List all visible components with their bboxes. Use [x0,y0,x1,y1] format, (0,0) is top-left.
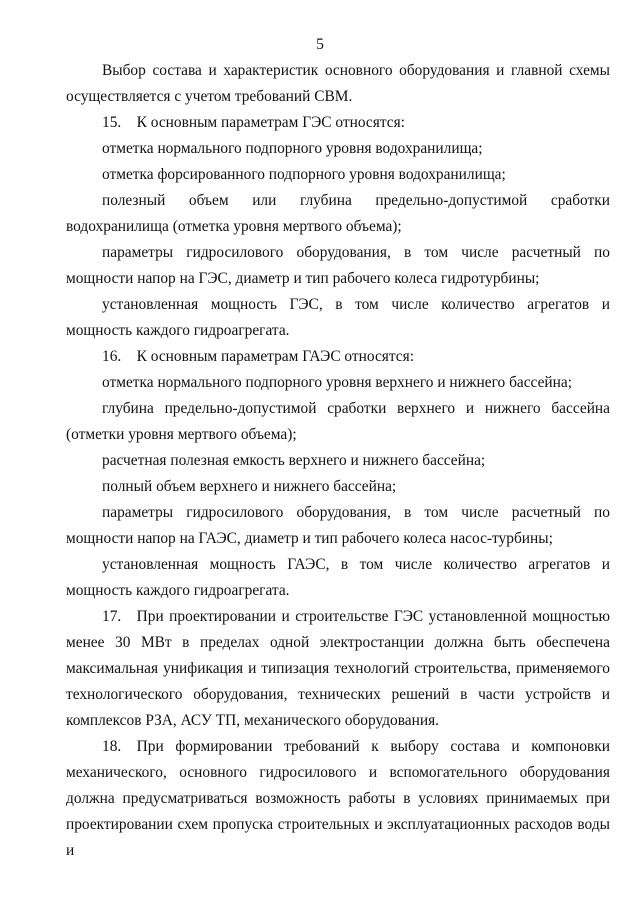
list-item-pump-turbine-params: параметры гидросилового оборудования, в том числе расчетный по мощности напор на ГАЭС, диаметр и тип рабочего колеса насос-турбины; [66,504,610,547]
list-item-drawdown-depth: глубина предельно-допустимой сработки верхнего и нижнего бассейна (отметки уровня мертвого объема); [66,400,610,443]
list-item-gaes-capacity: установленная мощность ГАЭС, в том числе количество агрегатов и мощность каждого гидроагрегата. [66,556,610,599]
paragraph-intro: Выбор состава и характеристик основного оборудования и главной схемы осуществляется с учетом требований СВМ. [66,62,610,105]
paragraph-18: 18. При формировании требований к выбору состава и компоновки механического, основного гидросилового и вспомогательного оборудования должна предусматриваться возможность работы в условиях принимаемых при проектировании схем пропуска строительных и эксплуатационных расходов воды и [66,738,610,859]
list-item-basin-level: отметка нормального подпорного уровня верхнего и нижнего бассейна; [102,374,572,391]
list-item-installed-capacity: установленная мощность ГЭС, в том числе количество агрегатов и мощность каждого гидроагрегата. [66,296,610,339]
document-body [66,58,610,864]
page-number: 5 [316,36,324,53]
list-item-useful-capacity: расчетная полезная емкость верхнего и нижнего бассейна; [102,452,486,469]
list-item-nominal-level: отметка нормального подпорного уровня водохранилища; [102,140,483,157]
list-item-forced-level: отметка форсированного подпорного уровня водохранилища; [102,166,506,183]
paragraph-15-heading: 15. К основным параметрам ГЭС относятся: [102,114,405,131]
list-item-equipment-params: параметры гидросилового оборудования, в том числе расчетный по мощности напор на ГЭС, диаметр и тип рабочего колеса гидротурбины; [66,244,610,287]
list-item-full-volume: полный объем верхнего и нижнего бассейна; [102,478,397,495]
paragraph-16-heading: 16. К основным параметрам ГАЭС относятся: [102,348,414,365]
paragraph-17: 17. При проектировании и строительстве ГЭС установленной мощностью менее 30 МВт в пределах одной электростанции должна быть обеспечена максимальная унификация и типизация технологий строительства, применяемого технологического оборудования, технических решений в части устройств и комплексов РЗА, АСУ ТП, механического оборудования. [66,608,610,729]
list-item-useful-volume: полезный объем или глубина предельно-допустимой сработки водохранилища (отметка уровня мертвого объема); [66,192,610,235]
